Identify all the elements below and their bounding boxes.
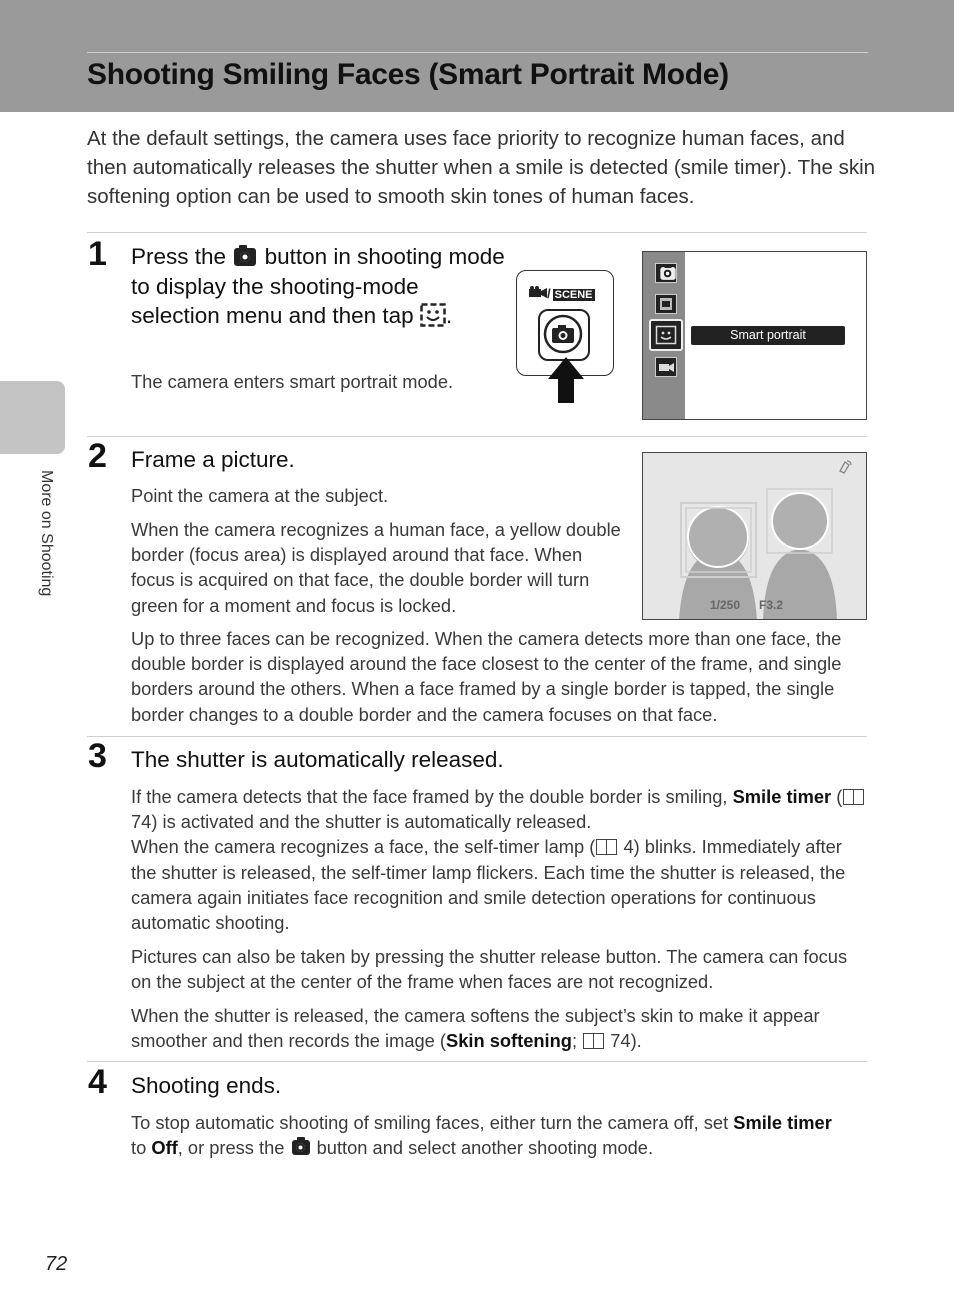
step-3-p1-c: 74) is activated and the shutter is automatically released. (131, 811, 592, 833)
diagram-slash: / (547, 286, 551, 301)
camera-icon (660, 267, 675, 280)
press-arrow-icon (546, 357, 586, 403)
step-3-p3-c: 74). (610, 1030, 642, 1052)
step-4-p1-b: to (131, 1137, 147, 1159)
vr-hand-icon (837, 459, 853, 475)
step-2-p2: When the camera recognizes a human face, a yellow double border (focus area) is displayed around that face. When focus is acquired on that face, the double border will turn green for a moment and focus is locked. (131, 519, 621, 616)
page-header (0, 0, 954, 112)
smile-timer-term: Smile timer (732, 786, 832, 807)
step-4-title: Shooting ends. (131, 1073, 282, 1098)
step-1-title (131, 242, 506, 331)
mode-item-auto[interactable] (655, 263, 677, 283)
step-4-p1-c: , or press the (177, 1137, 285, 1159)
step-3-p1-d: When the camera recognizes a face, the self-timer lamp ( (131, 836, 596, 858)
mode-item-scene[interactable] (655, 294, 677, 314)
step-3-p1 (131, 784, 871, 935)
movie-scene-label (529, 286, 595, 301)
camera-icon (543, 314, 583, 354)
step-1-body: The camera enters smart portrait mode. (131, 371, 454, 392)
movie-icon (656, 358, 676, 376)
divider (87, 736, 867, 737)
step-3-p3-a: When the shutter is released, the camera softens the subject’s skin to make it appear smoother and then records the image ( (131, 1005, 820, 1052)
scene-icon (656, 295, 676, 313)
smart-portrait-icon (655, 325, 677, 345)
step-3-p1-a: If the camera detects that the face framed by the double border is smiling, (131, 786, 728, 807)
step-4-p1-a: To stop automatic shooting of smiling faces, either turn the camera off, set (131, 1112, 729, 1133)
step-2-p3: Up to three faces can be recognized. When the camera detects more than one face, the double border is displayed around the face closest to the center of the frame, and single borders around the others. When a face framed by a single border is tapped, the single border changes to a double border and the camera focuses on that face. (131, 628, 842, 725)
step-3-p1-b: ( (836, 786, 843, 807)
side-tab (0, 381, 65, 454)
smile-timer-term: Smile timer (733, 1112, 832, 1133)
movie-icon (529, 286, 547, 300)
step-4-p1 (131, 1110, 871, 1160)
mode-item-smart-portrait[interactable] (649, 319, 683, 351)
face-detection-illustration (643, 453, 867, 620)
step-2-number: 2 (88, 437, 107, 475)
aperture-value: F3.2 (759, 598, 784, 612)
off-term: Off (151, 1137, 178, 1159)
divider (87, 436, 867, 437)
step-2-title: Frame a picture. (131, 447, 295, 472)
step-1-number: 1 (88, 235, 107, 273)
camera-icon (234, 248, 256, 266)
step-3-p2: Pictures can also be taken by pressing the shutter release button. The camera can focus on the subject at the center of the frame when faces are not recognized. (131, 946, 848, 993)
scene-label: SCENE (554, 289, 593, 301)
side-tab-label: More on Shooting (38, 470, 55, 597)
smart-portrait-menu-label: Smart portrait (691, 326, 845, 345)
step-1-title-rest: button in shooting mode to display the shooting-mode selection menu and then tap (131, 244, 505, 328)
step-3-title: The shutter is automatically released. (131, 747, 504, 772)
step-1-title-end: . (445, 303, 453, 328)
page-reference-icon (583, 1033, 604, 1049)
shutter-speed: 1/250 (710, 598, 741, 612)
step-3-p1-e: 4) blinks. Immediately after the shutter is released, the self-timer lamp flickers. Each time the shutter is released, the camera again initiates face recognition and smile detection operations for continuous automatic shooting. (131, 836, 846, 934)
face-detection-screen (642, 452, 867, 620)
mode-item-movie[interactable] (655, 357, 677, 377)
step-4-number: 4 (88, 1063, 107, 1101)
page-reference-icon (596, 839, 617, 855)
step-4-p1-d: button and select another shooting mode. (316, 1137, 654, 1159)
step-3-p3-b: ; (571, 1030, 578, 1052)
camera-icon (292, 1140, 310, 1155)
page-reference-icon (843, 789, 864, 805)
intro-paragraph: At the default settings, the camera uses face priority to recognize human faces, and then automatically releases the shutter when a smile is detected (smile timer). The skin softening option can be used to smooth skin tones of human faces. (87, 127, 876, 208)
divider (87, 232, 867, 233)
smart-portrait-icon (420, 303, 446, 327)
page-title: Shooting Smiling Faces (Smart Portrait Mode) (87, 58, 729, 91)
step-3-number: 3 (88, 737, 107, 775)
skin-softening-term: Skin softening (446, 1030, 572, 1052)
page-number: 72 (45, 1253, 68, 1275)
mode-menu-screen (642, 251, 867, 420)
step-1-title-press: Press the (131, 244, 227, 269)
divider (87, 1061, 867, 1062)
camera-button[interactable] (538, 309, 590, 361)
step-3-p3 (131, 1003, 871, 1053)
step-2-p1: Point the camera at the subject. (131, 485, 389, 506)
header-rule (87, 52, 868, 53)
